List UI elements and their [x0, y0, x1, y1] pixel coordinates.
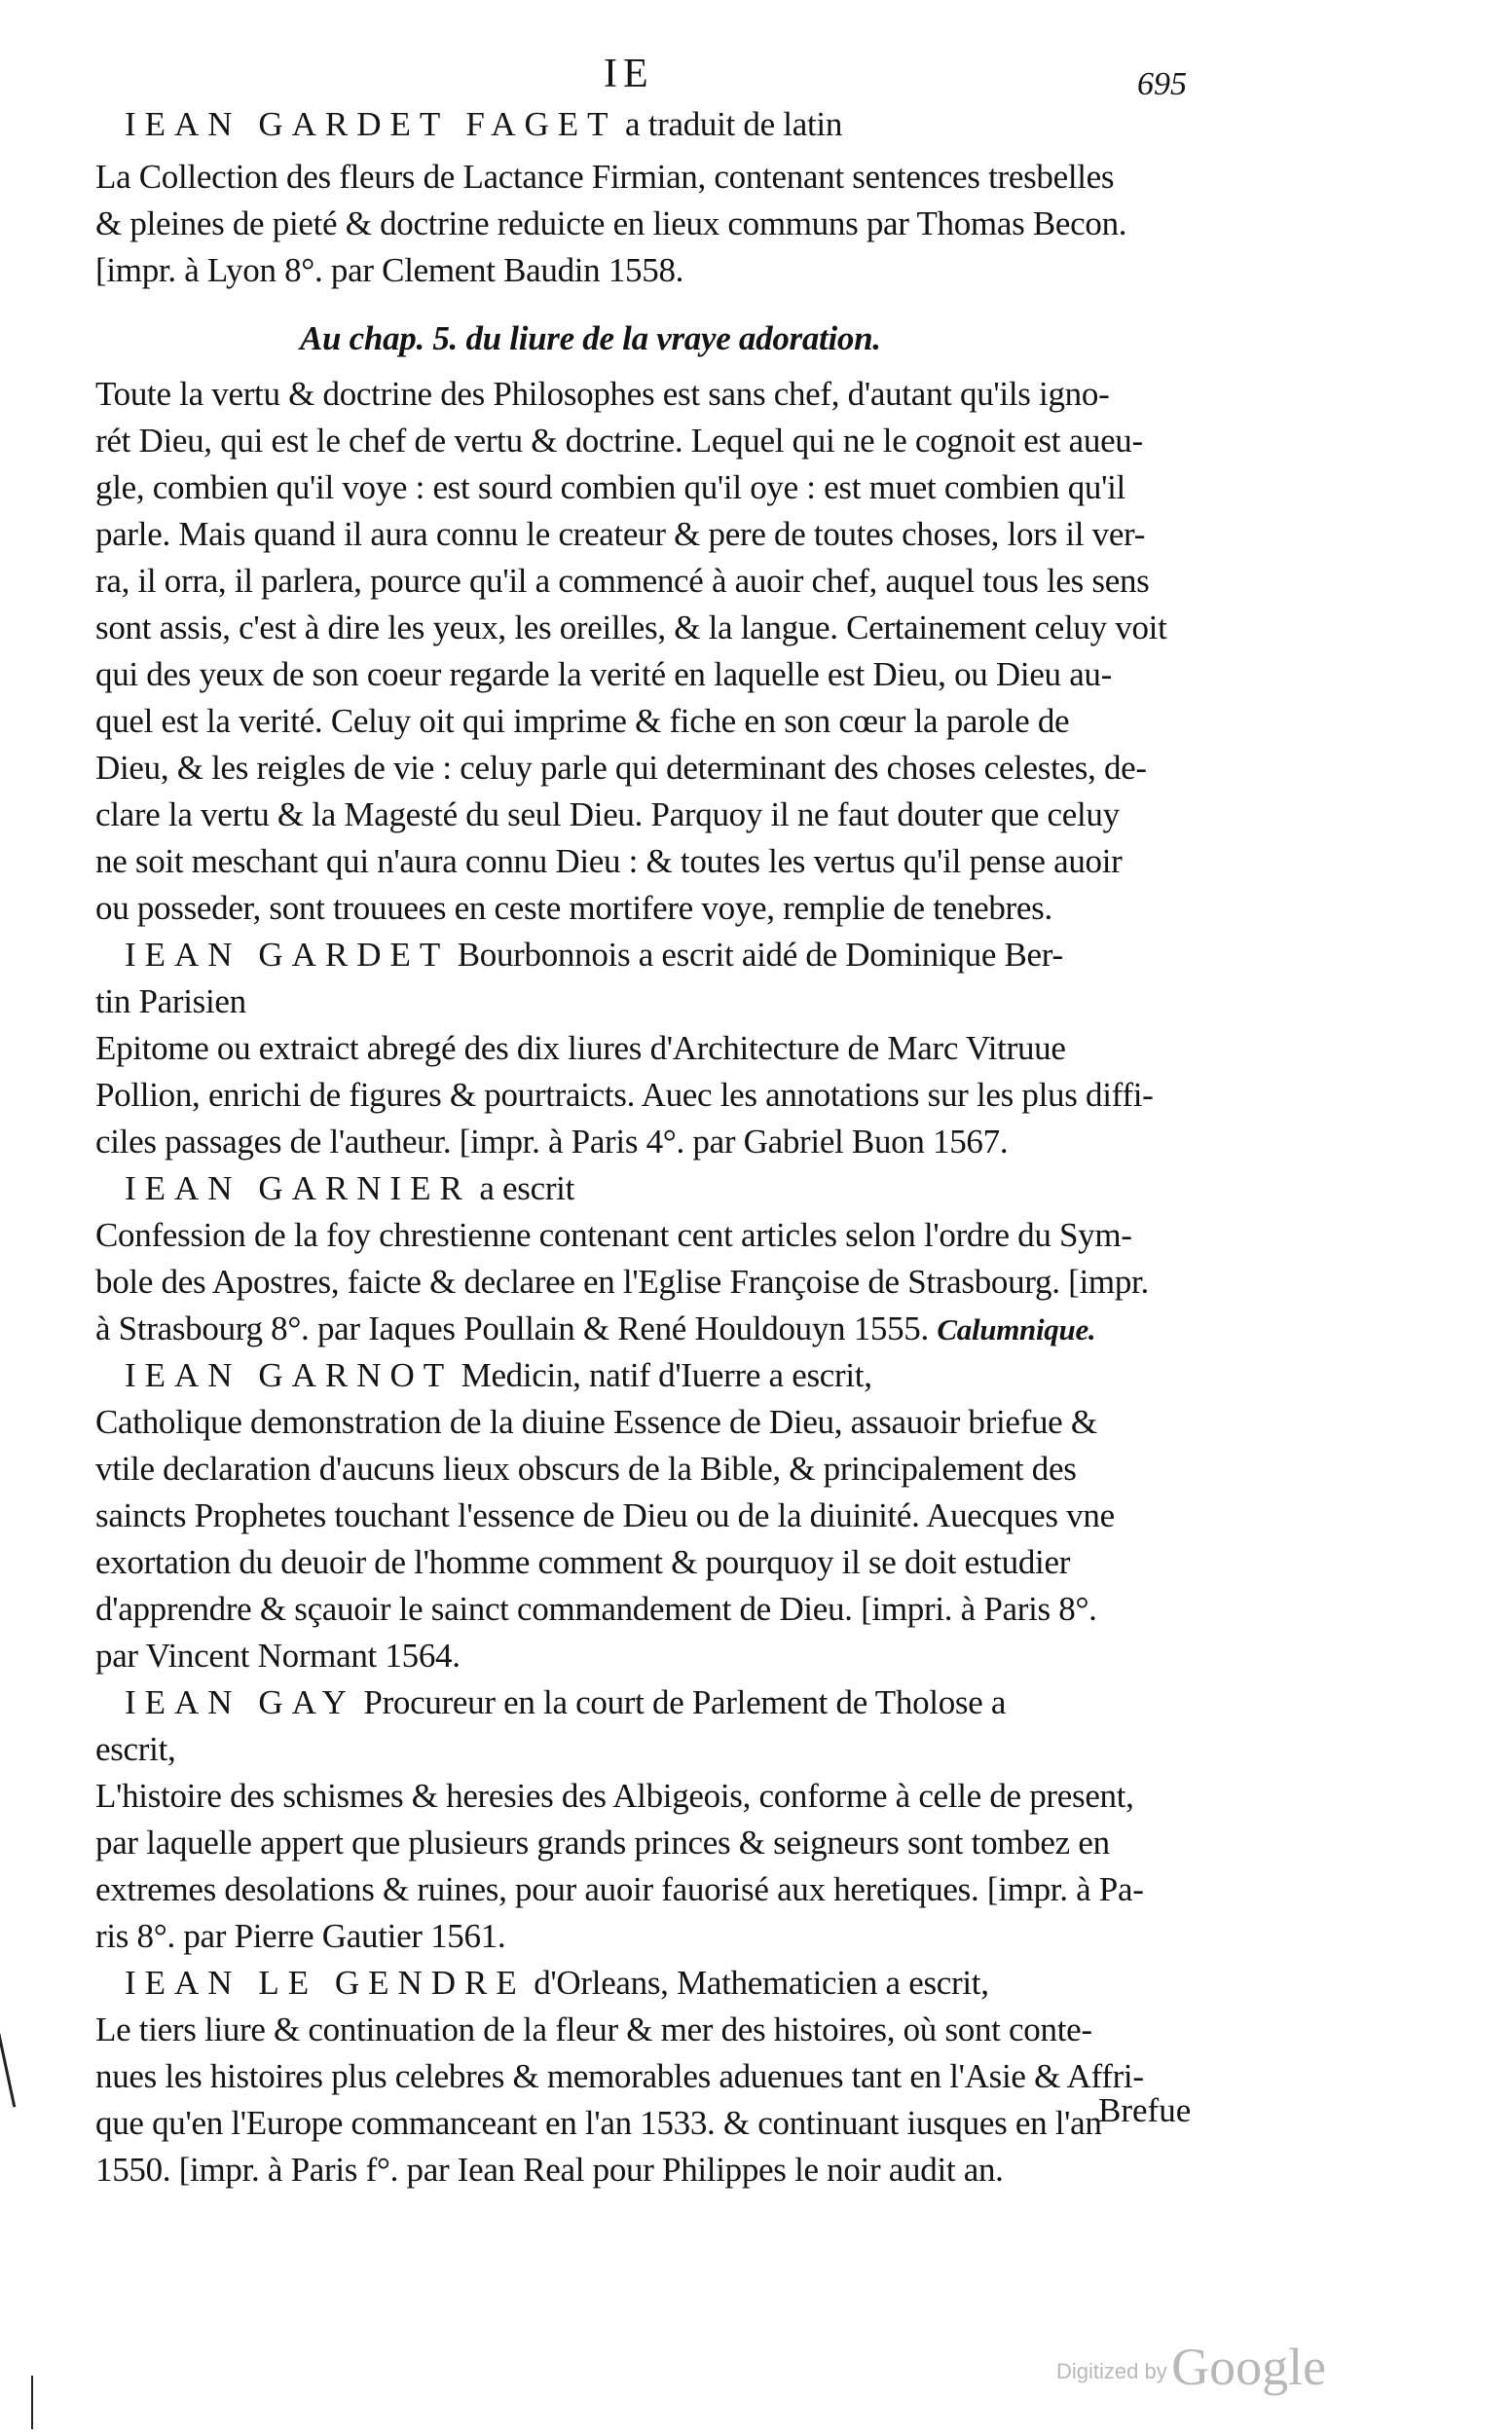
text-segment: à Strasbourg 8°. par Iaques Poullain & René Houldouyn 1555.	[95, 1309, 938, 1347]
text-segment: parle. Mais quand il aura connu le createur & pere de toutes choses, lors il ver-	[95, 515, 1146, 553]
text-line	[95, 158, 1244, 197]
text-segment: & pleines de pieté & doctrine reduicte en lieux communs par Thomas Becon.	[95, 204, 1127, 242]
margin-mark	[0, 2031, 16, 2108]
text-segment: extremes desolations & ruines, pour auoir fauorisé aux heretiques. [impr. à Pa-	[95, 1870, 1144, 1908]
author-name: IEAN GARNOT	[125, 1356, 454, 1394]
catchword: Brefue	[1098, 2091, 1192, 2129]
text-segment: Calumnique.	[937, 1312, 1096, 1346]
text-segment: Procureur en la court de Parlement de Tholose a	[354, 1683, 1007, 1721]
edge-mark	[31, 2376, 33, 2429]
text-line	[95, 1824, 1244, 1862]
text-line	[95, 889, 1244, 928]
text-segment: ris 8°. par Pierre Gautier 1561.	[95, 1917, 506, 1955]
author-name: IEAN GARDET	[125, 936, 450, 974]
text-line	[95, 1029, 1244, 1068]
text-segment: Au chap. 5. du liure de la vraye adoration.	[300, 319, 881, 357]
text-segment: qui des yeux de son coeur regarde la verité en laquelle est Dieu, ou Dieu au-	[95, 655, 1112, 693]
text-line	[95, 2151, 1244, 2190]
author-name: IEAN GARNIER	[125, 1169, 471, 1207]
text-line	[95, 1870, 1244, 1909]
text-line	[95, 1637, 1244, 1676]
text-segment: ciles passages de l'autheur. [impr. à Paris 4°. par Gabriel Buon 1567.	[95, 1123, 1009, 1161]
page-number: 695	[1137, 66, 1187, 102]
text-segment: Pollion, enrichi de figures & pourtraicts. Auec les annotations sur les plus diffi-	[95, 1076, 1154, 1114]
text-line	[95, 702, 1244, 741]
text-line	[95, 1216, 1244, 1255]
text-segment: La Collection des fleurs de Lactance Firmian, contenant sentences tresbelles	[95, 158, 1115, 196]
text-line	[95, 982, 1244, 1021]
author-name: IEAN GARDET FAGET	[125, 105, 617, 143]
text-segment: ra, il orra, il parlera, pource qu'il a commencé à auoir chef, auquel tous les sens	[95, 562, 1150, 600]
text-segment: nues les histoires plus celebres & memorables aduenues tant en l'Asie & Affri-	[95, 2057, 1144, 2095]
text-line	[300, 319, 1449, 358]
text-segment: Dieu, & les reigles de vie : celuy parle qui determinant des choses celestes, de-	[95, 749, 1147, 787]
text-line	[125, 1169, 1273, 1208]
text-segment: tin Parisien	[95, 982, 246, 1020]
text-line	[95, 422, 1244, 461]
text-segment: escrit,	[95, 1730, 176, 1768]
text-line	[125, 1964, 1273, 2003]
text-segment: saincts Prophetes touchant l'essence de Dieu ou de la diuinité. Auecques vne	[95, 1496, 1115, 1534]
text-segment: [impr. à Lyon 8°. par Clement Baudin 1558.	[95, 251, 684, 289]
text-segment: ne soit meschant qui n'aura connu Dieu : & toutes les vertus qu'il pense auoir	[95, 842, 1123, 880]
text-line	[95, 1263, 1244, 1302]
text-line	[95, 655, 1244, 694]
text-line	[95, 515, 1244, 554]
text-line	[95, 2010, 1244, 2049]
text-line	[95, 1403, 1244, 1442]
text-segment: L'histoire des schismes & heresies des Albigeois, conforme à celle de present,	[95, 1777, 1134, 1815]
watermark-prefix: Digitized by	[1056, 2359, 1167, 2383]
text-line	[95, 795, 1244, 834]
text-segment: par Vincent Normant 1564.	[95, 1637, 461, 1675]
text-segment: Medicin, natif d'Iuerre a escrit,	[453, 1356, 872, 1394]
google-logo: Google	[1171, 2338, 1327, 2396]
text-segment: Confession de la foy chrestienne contenant cent articles selon l'ordre du Sym-	[95, 1216, 1132, 1254]
text-line	[95, 2104, 1244, 2143]
text-segment: Le tiers liure & continuation de la fleur & mer des histoires, où sont conte-	[95, 2010, 1092, 2048]
text-line	[95, 1496, 1244, 1535]
text-line	[95, 1590, 1244, 1629]
text-segment: vtile declaration d'aucuns lieux obscurs de la Bible, & principalement des	[95, 1450, 1077, 1488]
text-segment: Catholique demonstration de la diuine Essence de Dieu, assauoir briefue &	[95, 1403, 1097, 1441]
text-segment: Bourbonnois a escrit aidé de Dominique Ber-	[449, 936, 1063, 974]
text-segment: Toute la vertu & doctrine des Philosophes est sans chef, d'autant qu'ils igno-	[95, 375, 1110, 413]
text-segment: ou posseder, sont trouuees en ceste mortifere voye, remplie de tenebres.	[95, 889, 1052, 927]
text-line	[95, 375, 1244, 414]
text-line	[95, 468, 1244, 507]
author-name: IEAN GAY	[125, 1683, 355, 1721]
text-line	[95, 1917, 1244, 1956]
text-segment: gle, combien qu'il voye : est sourd combien qu'il oye : est muet combien qu'il	[95, 468, 1125, 506]
running-head: IE	[604, 52, 654, 96]
text-line	[125, 1356, 1273, 1395]
text-line	[95, 1123, 1244, 1162]
text-line	[95, 562, 1244, 601]
text-segment: 1550. [impr. à Paris f°. par Iean Real pour Philippes le noir audit an.	[95, 2151, 1004, 2189]
text-segment: bole des Apostres, faicte & declaree en l'Eglise Françoise de Strasbourg. [impr.	[95, 1263, 1149, 1301]
text-segment: clare la vertu & la Magesté du seul Dieu. Parquoy il ne faut douter que celuy	[95, 795, 1120, 833]
text-line	[95, 204, 1244, 243]
text-segment: par laquelle appert que plusieurs grands princes & seigneurs sont tombez en	[95, 1824, 1110, 1862]
text-line	[95, 1450, 1244, 1489]
text-line	[95, 608, 1244, 647]
text-line	[95, 1309, 1244, 1349]
text-segment: rét Dieu, qui est le chef de vertu & doctrine. Lequel qui ne le cognoit est aueu-	[95, 422, 1143, 460]
text-segment: d'Orleans, Mathematicien a escrit,	[525, 1964, 989, 2002]
text-segment: d'apprendre & sçauoir le sainct commandement de Dieu. [impri. à Paris 8°.	[95, 1590, 1097, 1628]
text-line	[95, 1777, 1244, 1816]
text-line	[95, 842, 1244, 881]
text-line	[125, 936, 1273, 975]
text-segment: que qu'en l'Europe commanceant en l'an 1533. & continuant iusques en l'an	[95, 2104, 1102, 2142]
text-line	[95, 251, 1244, 290]
text-line	[95, 1730, 1244, 1769]
text-line	[125, 1683, 1273, 1722]
text-line	[95, 749, 1244, 788]
text-segment: a traduit de latin	[616, 105, 843, 143]
text-line	[95, 2057, 1244, 2096]
digitized-watermark	[1056, 2337, 1326, 2397]
text-line	[125, 105, 1273, 144]
text-segment: a escrit	[470, 1169, 575, 1207]
text-segment: exortation du deuoir de l'homme comment & pourquoy il se doit estudier	[95, 1543, 1071, 1581]
text-segment: sont assis, c'est à dire les yeux, les oreilles, & la langue. Certainement celuy voit	[95, 608, 1167, 646]
text-line	[95, 1543, 1244, 1582]
text-line	[95, 1076, 1244, 1115]
author-name: IEAN LE GENDRE	[125, 1964, 526, 2002]
text-segment: quel est la verité. Celuy oit qui imprime & fiche en son cœur la parole de	[95, 702, 1070, 740]
text-segment: Epitome ou extraict abregé des dix liures d'Architecture de Marc Vitruue	[95, 1029, 1066, 1067]
